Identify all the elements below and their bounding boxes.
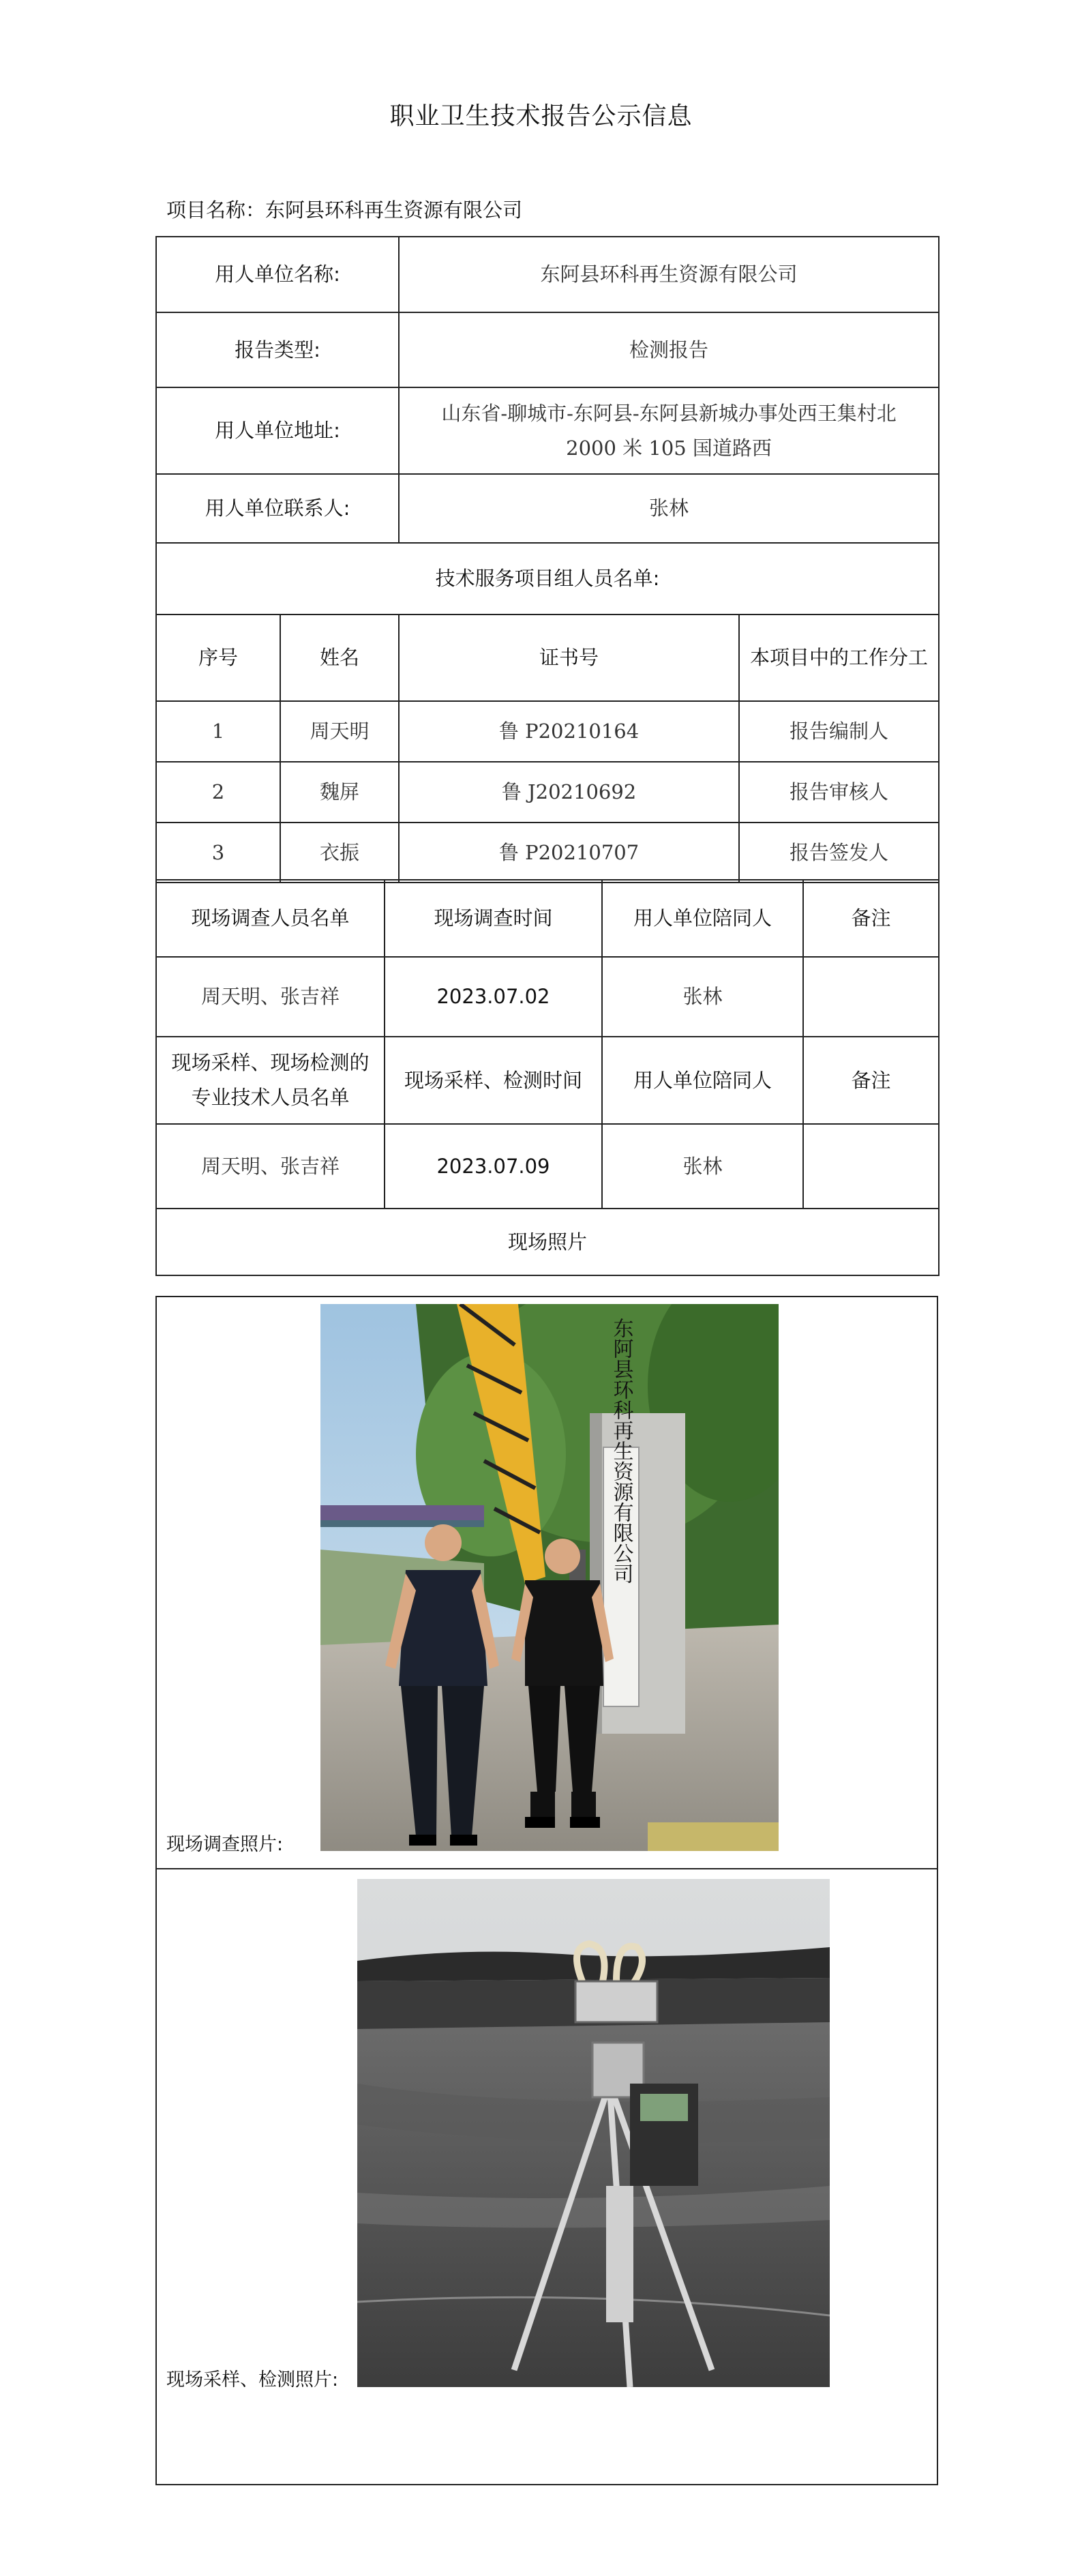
survey-note: [803, 957, 939, 1037]
table-row: [156, 701, 939, 762]
team-header-role: 本项目中的工作分工: [739, 615, 939, 701]
unit-name-label: 用人单位名称:: [156, 237, 399, 312]
team-role: 报告审核人: [739, 762, 939, 823]
table-row: [156, 1124, 939, 1209]
team-header-no: 序号: [156, 615, 280, 701]
sampling-header-people: 现场采样、现场检测的专业技术人员名单: [156, 1037, 385, 1124]
sampling-header-row: [156, 1037, 939, 1124]
team-header-cert: 证书号: [399, 615, 739, 701]
report-type-label: 报告类型:: [156, 312, 399, 387]
sampling-time: 2023.07.09: [385, 1124, 602, 1209]
table-row: [156, 762, 939, 823]
sampling-header-note: 备注: [803, 1037, 939, 1124]
team-no: 1: [156, 701, 280, 762]
survey-companion: 张林: [602, 957, 803, 1037]
photos-heading: 现场照片: [156, 1209, 939, 1275]
table-row: [156, 237, 939, 312]
sampling-header-companion: 用人单位陪同人: [602, 1037, 803, 1124]
table-row: [156, 957, 939, 1037]
address-line-2: 2000 米 105 国道路西: [566, 436, 772, 460]
table-row: [156, 823, 939, 883]
table-row: [156, 474, 939, 543]
team-cert: 鲁 P20210164: [399, 701, 739, 762]
team-name: 周天明: [280, 701, 399, 762]
table-row: [156, 1209, 939, 1275]
survey-header-time: 现场调查时间: [385, 880, 602, 957]
sampling-photo: [357, 1879, 830, 2387]
contact-value: 张林: [399, 474, 939, 543]
team-role: 报告编制人: [739, 701, 939, 762]
survey-header-people: 现场调查人员名单: [156, 880, 385, 957]
sign-text: 东阿县环科再生资源有限公司: [609, 1318, 633, 1584]
sampling-companion: 张林: [602, 1124, 803, 1209]
survey-people: 周天明、张吉祥: [156, 957, 385, 1037]
address-line-1: 山东省-聊城市-东阿县-东阿县新城办事处西王集村北: [441, 401, 897, 425]
sampling-people: 周天明、张吉祥: [156, 1124, 385, 1209]
contact-label: 用人单位联系人:: [156, 474, 399, 543]
table-row: [156, 387, 939, 474]
team-no: 2: [156, 762, 280, 823]
sampling-note: [803, 1124, 939, 1209]
report-type-value: 检测报告: [399, 312, 939, 387]
survey-photo-label: 现场调查照片:: [166, 1834, 284, 1855]
project-name: 项目名称：东阿县环科再生资源有限公司: [166, 198, 523, 222]
address-label: 用人单位地址:: [156, 387, 399, 474]
survey-table: [155, 879, 940, 1276]
sampling-photo-label: 现场采样、检测照片:: [166, 2369, 339, 2390]
sampling-header-time: 现场采样、检测时间: [385, 1037, 602, 1124]
team-role: 报告签发人: [739, 823, 939, 883]
survey-photo: [320, 1304, 779, 1851]
team-name: 衣振: [280, 823, 399, 883]
page-title: 职业卫生技术报告公示信息: [389, 102, 693, 130]
team-no: 3: [156, 823, 280, 883]
team-header-name: 姓名: [280, 615, 399, 701]
info-table: [155, 236, 940, 883]
team-cert: 鲁 J20210692: [399, 762, 739, 823]
survey-header-companion: 用人单位陪同人: [602, 880, 803, 957]
survey-header-row: [156, 880, 939, 957]
address-value: [399, 387, 939, 474]
team-header-row: [156, 615, 939, 701]
table-row: [156, 312, 939, 387]
survey-time: 2023.07.02: [385, 957, 602, 1037]
team-heading: 技术服务项目组人员名单:: [156, 543, 939, 615]
table-row: [156, 543, 939, 615]
team-cert: 鲁 P20210707: [399, 823, 739, 883]
unit-name-value: 东阿县环科再生资源有限公司: [399, 237, 939, 312]
survey-header-note: 备注: [803, 880, 939, 957]
team-name: 魏屏: [280, 762, 399, 823]
